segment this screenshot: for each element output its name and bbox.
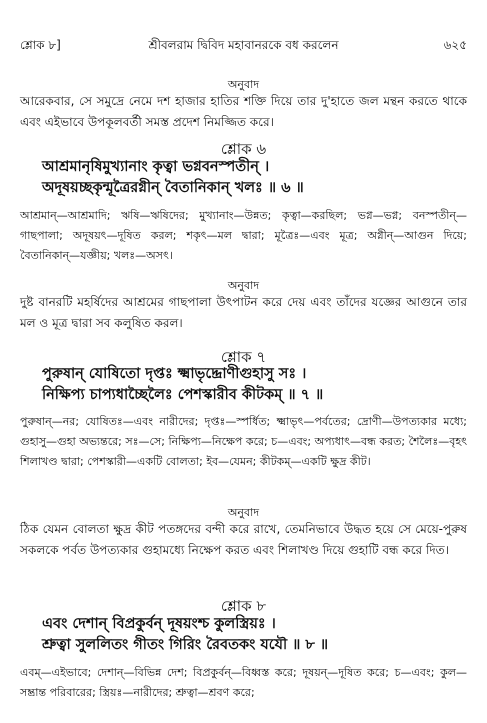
- verse-6-line-2: অদূষয়চ্ছকৃন্মূত্রৈরগ্নীন্ বৈতানিকান্ খলঃ ॥ ৬ ॥: [42, 180, 304, 196]
- verse-8-heading: শ্লোক ৮: [220, 597, 267, 615]
- running-header: [20, 37, 467, 55]
- verse-6-text: [42, 157, 467, 199]
- verse-8-synonyms: এবম্—এইভাবে; দেশান্—বিভিন্ন দেশ; বিপ্রকুর্বন্—বিধ্বস্ত করে; দূষয়ন্—দূষিত করে; চ—এবং; কুল—সম্ভ্রান্ত পরিবারের; স্ত্রিয়ঃ—নারীদের; শ্রুত্বা—শ্রবণ করে;: [20, 666, 467, 699]
- translation-heading: অনুবাদ: [227, 78, 260, 91]
- verse-6-line-1: আশ্রমানৃষিমুখ্যানাং কৃত্বা ভগ্নবনস্পতীন্ ।: [42, 159, 270, 175]
- verse-8-text: [42, 614, 467, 656]
- verse-7-translation-heading: অনুবাদ: [227, 506, 260, 519]
- verse-7-translation: ঠিক যেমন বোলতা ক্ষুদ্র কীট পতঙ্গদের বন্দী করে রাখে, তেমনিভাবে উদ্ধত হয়ে সে মেয়ে-পুরুষ সকলকে পর্বত উপত্যকার গুহামধ্যে নিক্ষেপ করত এবং শিলাখণ্ড দিয়ে গুহাটি বন্ধ করে দিত।: [20, 522, 467, 557]
- verse-7-heading: শ্লোক ৭: [220, 348, 267, 366]
- verse-6-translation-heading: অনুবাদ: [227, 279, 260, 292]
- verse-7-synonyms: পুরুষান্—নর; যোষিতঃ—এবং নারীদের; দৃপ্তঃ—স্পর্ধিত; ক্ষ্মাভৃৎ—পর্বতের; দ্রোণী—উপত্যকার মধ্যে; গুহাসু—গুহা অভ্যন্তরে; সঃ—সে; নিক্ষিপ্য—নিক্ষেপ করে; চ—এবং; অপ্যধাৎ—বন্ধ করত; শৈলৈঃ—বৃহৎ শিলাখণ্ড দ্বারা; পেশস্কারী—একটি বোলতা; ইব—যেমন; কীটকম্—একটি ক্ষুদ্র কীট।: [20, 415, 467, 468]
- verse-6-heading: শ্লোক ৬: [220, 140, 267, 158]
- header-page-number: ৬২৫: [443, 38, 467, 52]
- verse-8-line-2: শ্রুত্বা সুললিতং গীতং গিরিং রৈবতকং যযৌ ॥ ৮ ॥: [42, 637, 329, 653]
- header-verse-ref: শ্লোক ৮]: [20, 38, 61, 52]
- verse-6-translation: দুষ্ট বানরটি মহর্ষিদের আশ্রমের গাছপালা উৎপাটন করে দেয় এবং তাঁদের যজ্ঞের আগুনে তার মল ও মূত্র দ্বারা সব কলুষিত করল।: [20, 295, 467, 330]
- header-chapter-title: শ্রীবলরাম দ্বিবিদ মহাবানরকে বধ করলেন: [148, 38, 339, 52]
- translation-text: আরেকবার, সে সমুদ্রে নেমে দশ হাজার হাতির শক্তি দিয়ে তার দু'হাতে জল মন্থন করতে থাকে এবং এইভাবে উপকূলবর্তী সমস্ত প্রদেশ নিমজ্জিত করে।: [20, 94, 467, 129]
- verse-7-line-2: নিক্ষিপ্য চাপ্যধাচ্ছৈলৈঃ পেশস্কারীব কীটকম্ ॥ ৭ ॥: [42, 387, 324, 403]
- verse-6-synonyms: আশ্রমান্—আশ্রমাদি; ঋষি—ঋষিদের; মুখ্যানাং—উন্নত; কৃত্বা—করছিল; ভগ্ন—ভগ্ন; বনস্পতীন্—গাছপালা; অদূষয়ৎ—দূষিত করল; শকৃৎ—মল দ্বারা; মূত্রৈঃ—এবং মূত্র; অগ্নীন্—আগুন দিয়ে; বৈতানিকান্—যজ্ঞীয়; খলঃ—অসৎ।: [20, 209, 467, 262]
- verse-7-line-1: পুরুষান্ যোষিতো দৃপ্তঃ ক্ষ্মাভৃদ্দ্রোণীগুহাসু সঃ ।: [42, 366, 307, 382]
- verse-7-text: [42, 364, 467, 406]
- verse-8-line-1: এবং দেশান্ বিপ্রকুর্বন্ দূষয়ংশ্চ কুলস্ত্রিয়ঃ ।: [42, 616, 276, 632]
